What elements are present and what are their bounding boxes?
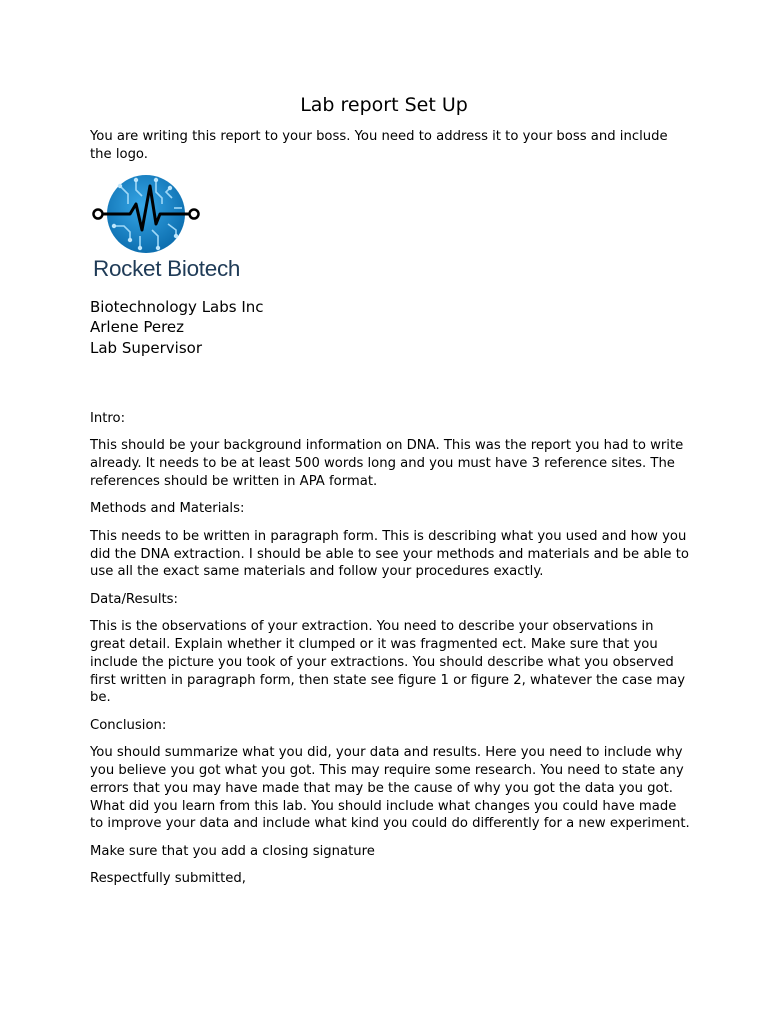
recipient-address	[90, 297, 264, 358]
signoff: Respectfully submitted,	[90, 871, 246, 887]
intro-instruction	[90, 128, 690, 174]
logo-mark	[90, 174, 262, 256]
company-logo	[90, 174, 262, 284]
logo-wordmark: Rocket Biotech	[93, 256, 241, 281]
intro-line: You are writing this report to your boss. You need to address it to your boss and include the logo.	[90, 129, 668, 162]
address-title: Lab Supervisor	[90, 338, 202, 357]
address-name: Arlene Perez	[90, 318, 185, 337]
section-heading-methods: Methods and Materials:	[90, 501, 245, 517]
section-text-intro: This should be your background information on DNA. This was the report you had to write already. It needs to be at least 500 words long and you must have 3 reference sites. The references should be written in APA format.	[90, 438, 684, 489]
section-heading-conclusion: Conclusion:	[90, 717, 167, 733]
pulse-endpoint-left-icon	[94, 210, 103, 219]
closing-note: Make sure that you add a closing signature	[90, 843, 375, 859]
section-text-conclusion: You should summarize what you did, your data and results. Here you need to include why you believe you got what you got. This may require some research. You need to state any errors that you may have made that may be the cause of why you got the data you got. What did you learn from this lab. You should include what changes you could have made to improve your data and include what kind you could do differently for a new experiment.	[90, 745, 690, 832]
page-title: Lab report Set Up	[300, 94, 468, 116]
section-text-methods: This needs to be written in paragraph form. This is describing what you used and how you did the DNA extraction. I should be able to see your methods and materials and be able to use all the exact same materials and follow your procedures exactly.	[90, 528, 689, 580]
report-body	[90, 410, 690, 897]
section-heading-intro: Intro:	[90, 411, 126, 426]
section-text-results: This is the observations of your extraction. You need to describe your observations in great detail. Explain whether it clumped or it was fragmented ect. Make sure that you include the picture you took of your extractions. You should describe what you observed first written in paragraph form, then state see figure 1 or figure 2, whatever the case may be.	[90, 619, 686, 706]
pulse-endpoint-right-icon	[190, 210, 199, 219]
section-heading-results: Data/Results:	[90, 591, 178, 607]
address-company: Biotechnology Labs Inc	[90, 298, 264, 316]
